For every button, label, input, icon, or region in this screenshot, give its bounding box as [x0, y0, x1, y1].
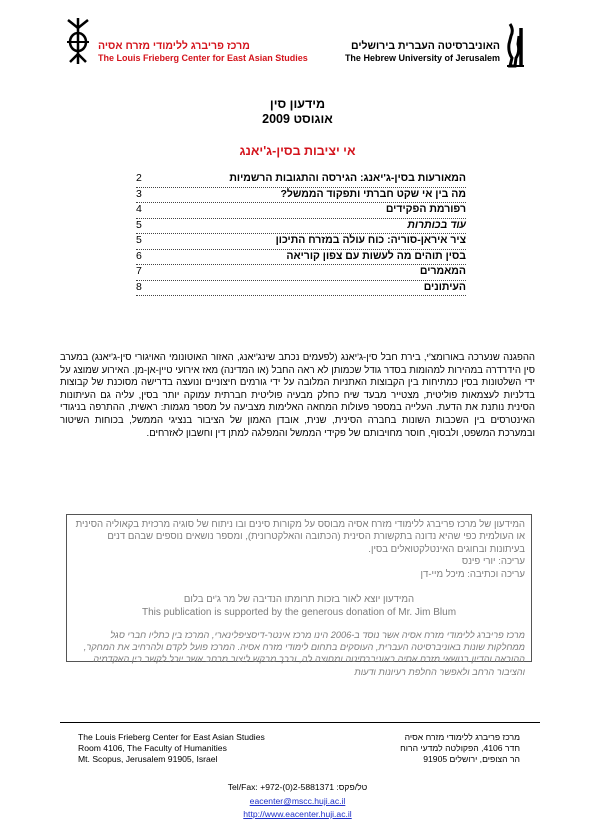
toc-page-number: 3 — [136, 187, 142, 200]
address-line: The Louis Frieberg Center for East Asian Studies — [78, 732, 265, 742]
center-about-text: מרכז פריברג ללימודי מזרח אסיה אשר נוסד ב-2006 הינו מרכז אינטר-דיסציפלינארי, המרכז בין כתליו חברי סגל ממחלקות שונות באוניברסיטה העברית, העוסקים בתחום לימודי מזרח אסיה. המרכז פועל לקדם ולהרחיב את המחקר, ההוראה והדיון בנושאי מזרח אסיה באוניברסיטה ומחוצה לה, ובכך מבקש ליצור מרחב אשר יוכל לקשר בין האקדמיה והציבור הרחב ולאפשר החלפת רעיונות ודעות — [83, 630, 525, 677]
table-of-contents — [136, 172, 466, 296]
toc-page-number: 7 — [136, 265, 142, 277]
toc-row[interactable] — [136, 188, 466, 204]
toc-title: עוד בכותרות — [407, 218, 466, 231]
email-link[interactable]: eacenter@mscc.huji.ac.il — [249, 796, 346, 806]
university-name-english: The Hebrew University of Jerusalem — [344, 53, 500, 63]
footer-website — [0, 809, 595, 819]
toc-title: העיתונים — [423, 280, 466, 293]
newsletter-date: אוגוסט 2009 — [262, 112, 333, 126]
support-note-hebrew: המידעון יוצא לאור בזכות תרומתו הנדיבה של מר ג'ים בלום — [183, 594, 415, 605]
tel-label-hebrew: טל/פקס: — [336, 782, 368, 792]
toc-title: המאורעות בסין-ג'יאנג: הגירסה והתגובות הרשמיות — [229, 172, 466, 184]
center-logo-icon — [64, 16, 92, 66]
footer-email — [0, 796, 595, 806]
toc-page-number: 6 — [136, 249, 142, 262]
info-description — [73, 519, 525, 581]
university-name-hebrew: האוניברסיטה העברית בירושלים — [351, 40, 500, 52]
toc-row[interactable] — [136, 172, 466, 188]
tel-number: +972-(0)2-5881371 — [260, 782, 335, 792]
info-editor: עריכה: יורי פינס — [461, 556, 525, 568]
toc-row[interactable] — [136, 281, 466, 297]
toc-row[interactable] — [136, 265, 466, 281]
university-logo-icon — [504, 22, 526, 68]
center-name-english: The Louis Frieberg Center for East Asian Studies — [98, 53, 308, 63]
address-line: Room 4106, The Faculty of Humanities — [78, 743, 227, 753]
toc-title: בסין תוהים מה לעשות עם צפון קוריאה — [286, 249, 466, 262]
toc-title: רפורמת הפקידים — [385, 203, 466, 215]
footer-divider — [60, 722, 540, 723]
footer-address-hebrew — [340, 732, 520, 765]
tel-label: Tel/Fax: — [227, 782, 258, 792]
toc-row[interactable] — [136, 219, 466, 235]
newsletter-title: מידעון סין — [269, 97, 326, 111]
address-line: הר הצופים, ירושלים 91905 — [423, 754, 520, 764]
issue-headline: אי יציבות בסין-ג'יאנג — [239, 144, 356, 158]
toc-row[interactable] — [136, 203, 466, 219]
footer-tel-fax — [0, 782, 595, 792]
toc-page-number: 5 — [136, 234, 142, 246]
footer-address-english — [78, 732, 265, 765]
address-line: Mt. Scopus, Jerusalem 91905, Israel — [78, 754, 218, 764]
toc-page-number: 8 — [136, 280, 142, 293]
info-box — [66, 514, 532, 677]
info-writer: עריכה וכתיבה: מיכל מיי-דן — [420, 568, 525, 580]
intro-paragraph: ההפגנה שנערכה באורומצ'י, בירת חבל סין-ג'יאנג (לפעמים נכתב שינג'יאנג, האזור האוטונומי האויגורי סין-ג'יאנג) במערב סין הידרדרה במהירות למהומות בסדר גודל שכמותן לא ראה החבל (או המדינה) מאז אירועי טיין-אן-מן. האירוע שמוצג על ידי השלטונות בסין כמתיחות בין הקבוצות האתניות המלובה על ידי גורמים חיצוניים ונועצה בדרישה מסוכנת של קבוצות בדלניות לעצמאות פוליטית, מצטייר מבעד שיח כחלק מבעיה פוליטית חברתית עמוקה יותר בסין, עליה גם העיתונות הסינית נותנת את הדעת. העלייה במספר פעולות המחאה האלימות מצביעה על מספר מגמות: ראשית, ההתרפה בניגודי האינטרסים בין השכבות השונות בחברה הסינית, שנית, אובדן האמון של הציבור בנציגי הממשל, בכוחות השיטור ובמערכת המשפט, ולבסוף, חוסר מחויבותם של פקידי הממשל והמפלגה למתן דין וחשבון לאזרחים. — [60, 352, 535, 439]
website-link[interactable]: http://www.eacenter.huji.ac.il — [243, 809, 352, 819]
toc-title: ציר איראן-סוריה: כוח עולה במזרח התיכון — [275, 234, 466, 246]
address-line: מרכז פריברג ללימודי מזרח אסיה — [404, 732, 520, 742]
toc-row[interactable] — [136, 234, 466, 250]
support-note-english: This publication is supported by the generous donation of Mr. Jim Blum — [141, 607, 457, 618]
toc-page-number: 4 — [136, 203, 142, 215]
info-description-text: המידעון של מרכז פריברג ללימודי מזרח אסיה מבוסס על מקורות סינים ובו ניתוח של סוגיה מרכזית בקאוליה הסינית או העולמית כפי שהיא נדונה בתקשורת הסינית (הכתובה והאלקטרונית), ומספר נושאים נוספים שבהם דנים בעיתונות ובחוגים האינטלקטואלים בסין. — [75, 519, 525, 555]
toc-page-number: 2 — [136, 172, 142, 184]
address-line: חדר 4106, הפקולטה למדעי הרוח — [400, 743, 520, 753]
center-name-hebrew: מרכז פריברג ללימודי מזרח אסיה — [98, 40, 250, 52]
toc-title: המאמרים — [419, 265, 466, 277]
toc-row[interactable] — [136, 250, 466, 266]
toc-page-number: 5 — [136, 218, 142, 231]
toc-title: מה בין אי שקט חברתי ותפקוד הממשל? — [280, 187, 466, 200]
